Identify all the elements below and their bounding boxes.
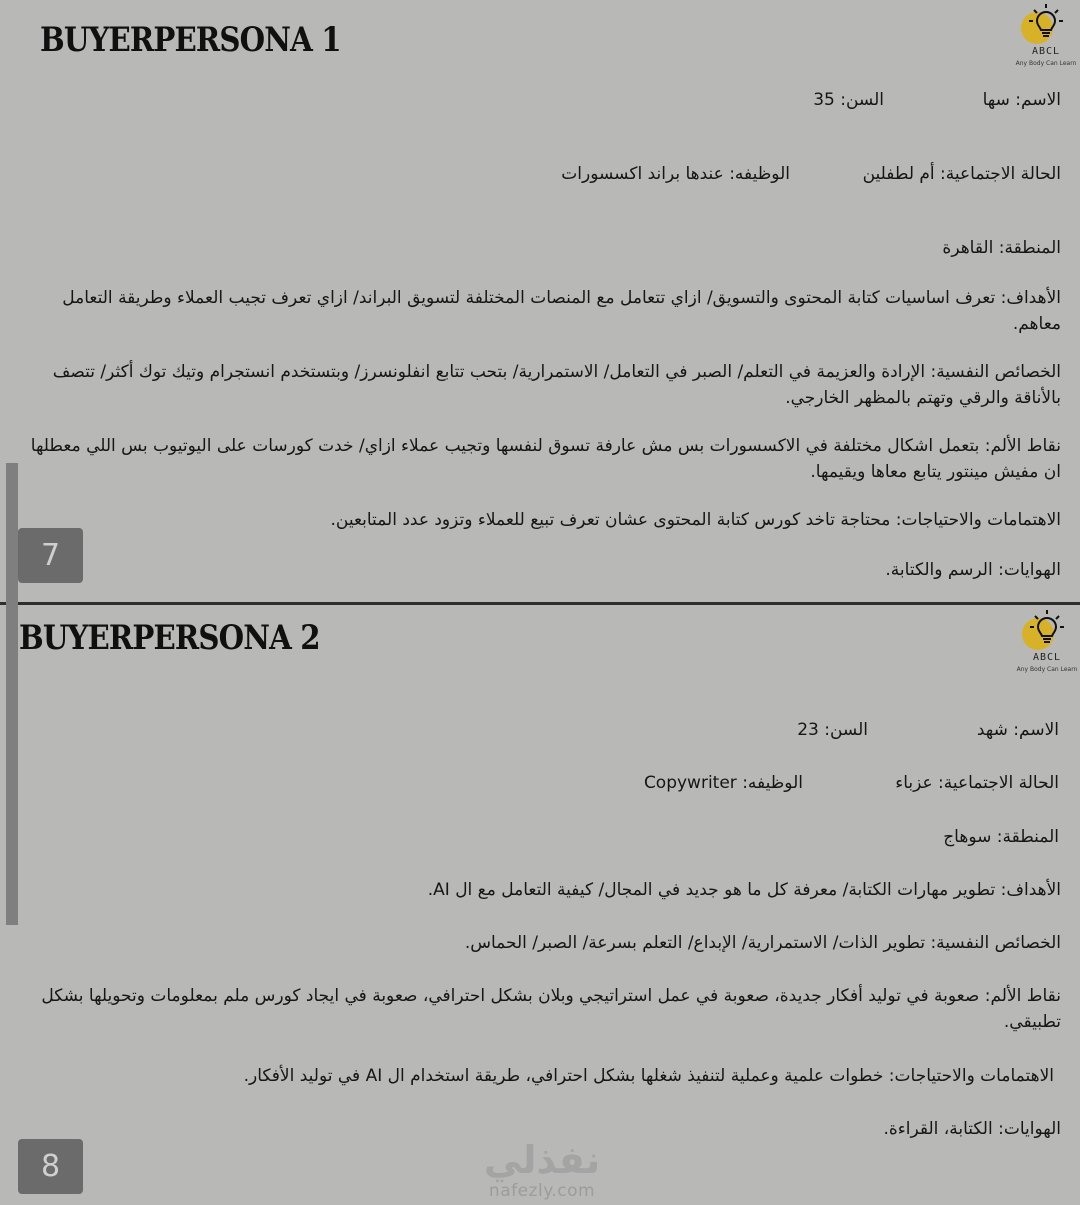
lightbulb-icon [1016,608,1078,654]
persona-marital-status: الحالة الاجتماعية: عزباء [895,773,1059,793]
persona-job: الوظيفه: عندها براند اكسسورات [561,164,790,184]
persona-interests-needs: الاهتمامات والاحتياجات: محتاجة تاخد كورس كتابة المحتوى عشان تعرف تبيع للعملاء وتزود عدد المتابعين. [330,510,1061,530]
logo-brand-text: ABCL [1032,652,1062,663]
persona-age: السن: 35 [813,90,884,110]
persona-name: الاسم: شهد [976,720,1059,740]
persona-pain-points: نقاط الألم: صعوبة في توليد أفكار جديدة، صعوبة في عمل استراتيجي وبلان بشكل احترافي، صعوبة في ايجاد كورس ملم بمعلومات وتحويلها بشكل تطبيقي. [41,986,1061,1032]
logo-tagline: Any Body Can Learn [1016,666,1078,673]
logo-tagline: Any Body Can Learn [1015,60,1077,67]
logo-brand-text: ABCL [1031,46,1061,57]
persona-interests-needs: الاهتمامات والاحتياجات: خطوات علمية وعملية لتنفيذ شغلها بشكل احترافي، طريقة استخدام ال AI في توليد الأفكار. [243,1066,1054,1086]
abcl-logo [1016,608,1078,674]
persona-goals: الأهداف: تعرف اساسيات كتابة المحتوى والتسويق/ ازاي تتعامل مع المنصات المختلفة لتسويق البراند/ ازاي تعرف تجيب العملاء وطريقة التعامل معاهم. [62,288,1061,334]
persona-region: المنطقة: سوهاج [943,827,1059,847]
page-title: BUYERPERSONA 1 [40,20,341,60]
nafezly-watermark [472,1137,612,1203]
persona-pain-points: نقاط الألم: بتعمل اشكال مختلفة في الاكسسورات بس مش عارفة تسوق لنفسها وتجيب عملاء ازاي/ خدت كورسات على اليوتيوب بس اللي معطلها ان مفيش مينتور يتابع معاها ويقيمها. [30,436,1061,482]
page-title: BUYERPERSONA 2 [19,618,320,658]
watermark-arabic: نفذلي [483,1138,601,1182]
scroll-indicator [6,463,18,925]
page-number-badge: 8 [18,1139,83,1194]
persona-hobbies: الهوايات: الكتابة، القراءة. [883,1119,1061,1139]
persona-hobbies: الهوايات: الرسم والكتابة. [885,560,1061,580]
page-number-badge: 7 [18,528,83,583]
page-divider [0,602,1080,605]
persona-job: الوظيفه: Copywriter [643,773,803,793]
persona-psychological-traits: الخصائص النفسية: تطوير الذات/ الاستمرارية/ الإبداع/ التعلم بسرعة/ الصبر/ الحماس. [464,933,1061,953]
persona-marital-status: الحالة الاجتماعية: أم لطفلين [862,164,1061,184]
persona-goals: الأهداف: تطوير مهارات الكتابة/ معرفة كل ما هو جديد في المجال/ كيفية التعامل مع ال AI. [427,880,1061,900]
persona-psychological-traits: الخصائص النفسية: الإرادة والعزيمة في التعلم/ الصبر في التعامل/ الاستمرارية/ بتحب تتابع انفلونسرز/ وبتستخدم انستجرام وتيك توك أكثر/ تتصف بالأناقة والرقي وتهتم بالمظهر الخارجي. [52,362,1061,408]
persona-page-2 [0,606,1080,1205]
persona-name: الاسم: سها [982,90,1061,110]
persona-age: السن: 23 [797,720,868,740]
watermark-latin: nafezly.com [488,1181,596,1201]
lightbulb-icon [1015,2,1077,48]
abcl-logo [1015,2,1077,68]
persona-region: المنطقة: القاهرة [942,238,1061,258]
